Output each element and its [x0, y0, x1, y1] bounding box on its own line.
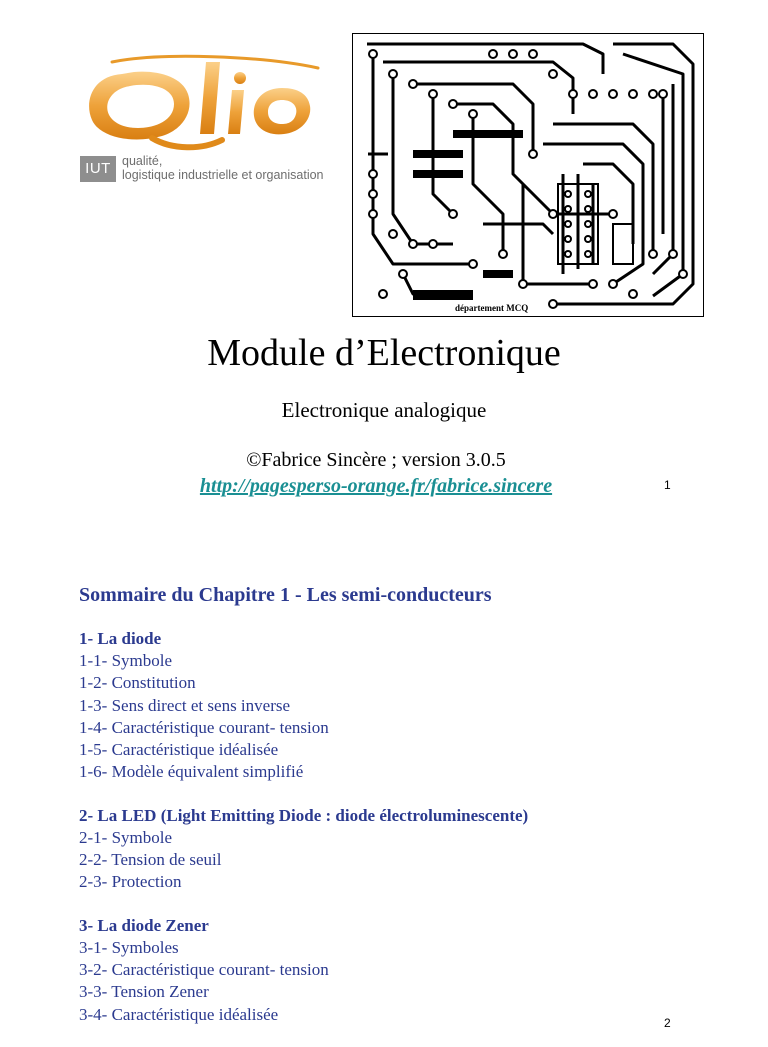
- page-number-next: 2: [664, 1016, 671, 1030]
- logo-tagline: [122, 154, 324, 182]
- toc-item: 3-3- Tension Zener: [79, 982, 209, 1002]
- toc-item: 1-2- Constitution: [79, 673, 196, 693]
- toc-item: 3-1- Symboles: [79, 937, 179, 957]
- author-website-link[interactable]: http://pagesperso-orange.fr/fabrice.sincere: [199, 475, 553, 497]
- toc-item: 3-2- Caractéristique courant- tension: [79, 959, 329, 979]
- table-of-contents: [79, 582, 719, 1047]
- toc-item: 2-3- Protection: [79, 872, 182, 892]
- toc-section-heading: 2- La LED (Light Emitting Diode : diode électroluminescente): [79, 805, 529, 825]
- toc-item: 1-3- Sens direct et sens inverse: [79, 695, 291, 715]
- page-subtitle: Electronique analogique: [281, 398, 487, 422]
- qlio-logo: [76, 52, 326, 192]
- author-line: ©Fabrice Sincère ; version 3.0.5: [246, 449, 506, 471]
- page-title: Module d’Electronique: [207, 332, 561, 374]
- logo-tagline-line1: qualité,: [122, 154, 163, 168]
- toc-item: 2-1- Symbole: [79, 827, 173, 847]
- qlio-wordmark-logo: [82, 54, 326, 154]
- iut-badge: IUT: [80, 156, 116, 182]
- toc-section-zener: [79, 915, 719, 1026]
- toc-item: 1-1- Symbole: [79, 651, 173, 670]
- pcb-layout-image: [352, 33, 704, 317]
- toc-item: 1-5- Caractéristique idéalisée: [79, 740, 279, 760]
- pcb-caption: département MCQ: [455, 303, 529, 313]
- toc-section-led: [79, 805, 719, 894]
- toc-item: 1-4- Caractéristique courant- tension: [79, 717, 329, 737]
- toc-item: 1-6- Modèle équivalent simplifié: [79, 762, 304, 782]
- toc-item: 2-2- Tension de seuil: [79, 850, 222, 870]
- toc-section-diode: [79, 628, 719, 784]
- logo-tagline-line2: logistique industrielle et organisation: [122, 168, 324, 182]
- page-number: 1: [664, 478, 671, 492]
- toc-section-heading: 3- La diode Zener: [79, 915, 209, 935]
- toc-section-heading: 1- La diode: [79, 629, 162, 648]
- toc-title: Sommaire du Chapitre 1 - Les semi-conducteurs: [79, 584, 492, 606]
- toc-item: 3-4- Caractéristique idéalisée: [79, 1004, 279, 1024]
- pcb-traces: [353, 34, 703, 316]
